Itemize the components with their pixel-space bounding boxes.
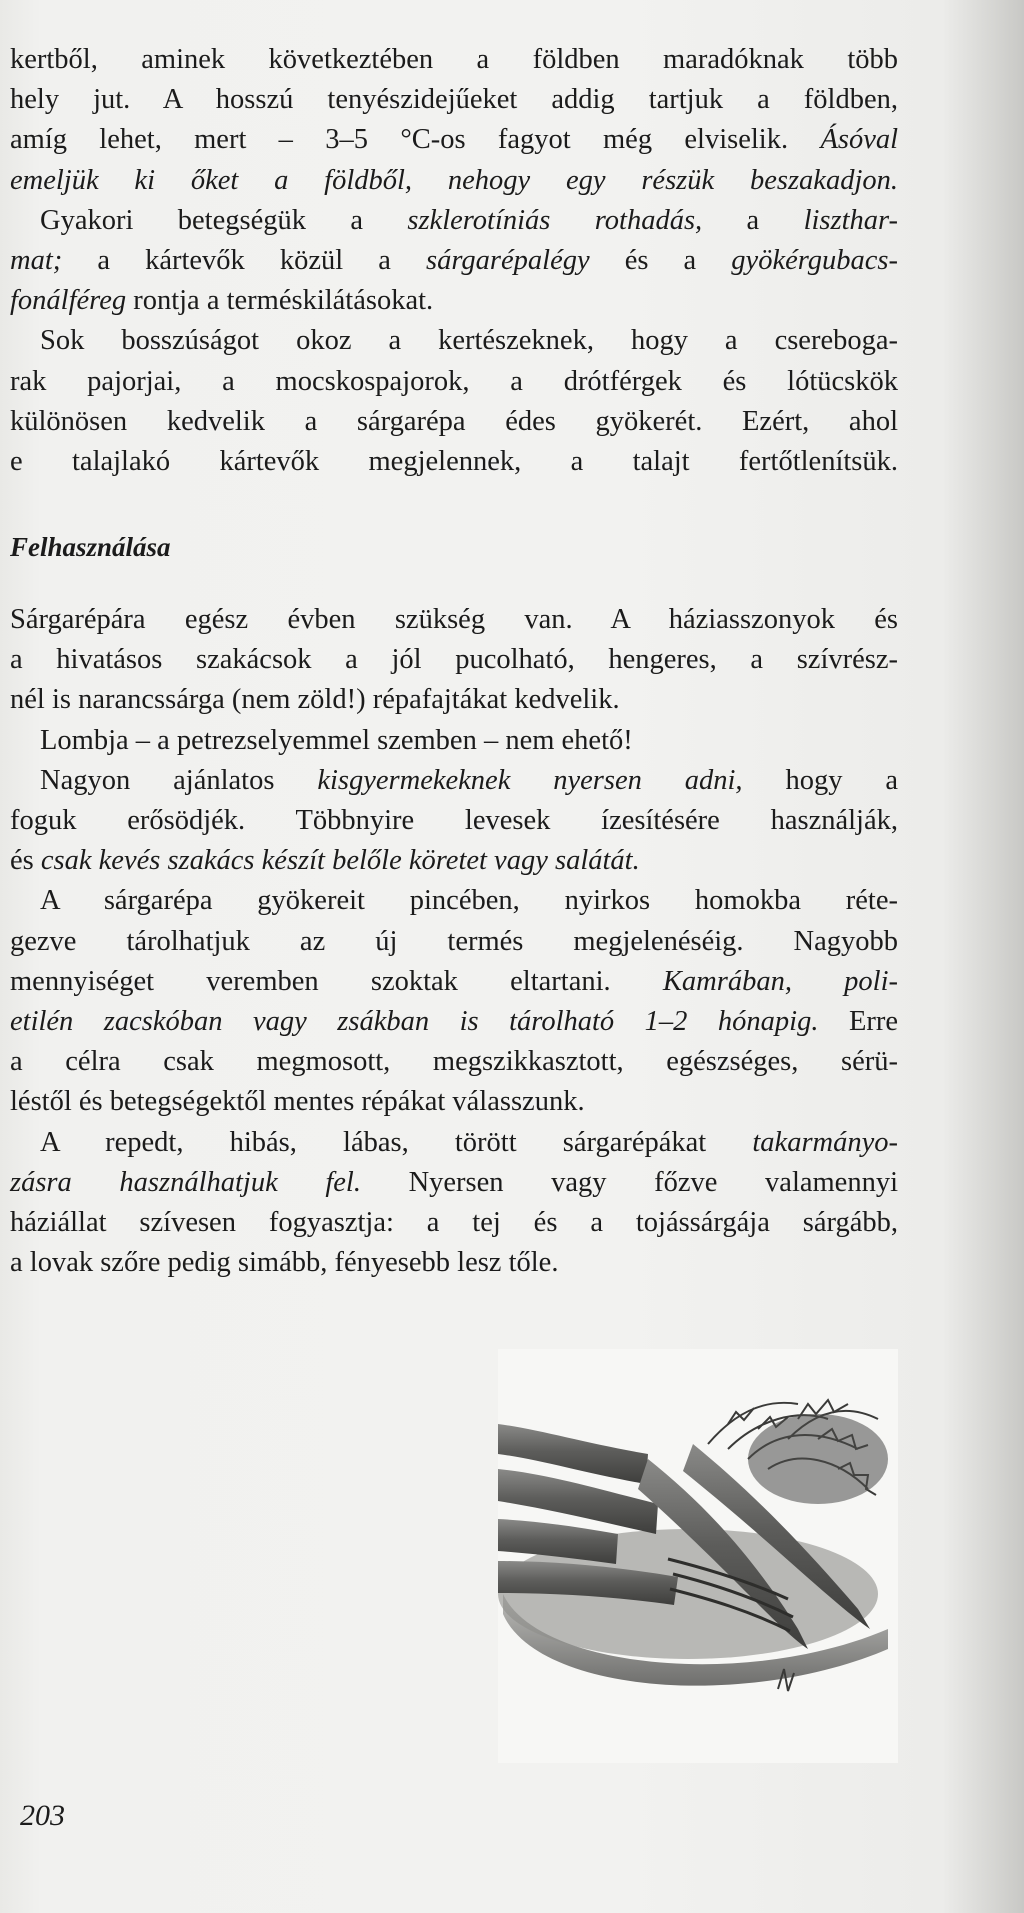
text-line: foguk erősödjék. Többnyire levesek ízesítésére használják,	[10, 805, 898, 837]
text-line: Sok bosszúságot okoz a kertészeknek, hogy a cserebogа-	[40, 325, 898, 357]
text-line: gezve tárolhatjuk az új termés megjelenéséig. Nagyobb	[10, 925, 898, 957]
italic-span: takarmányo-	[752, 1126, 899, 1158]
text-span: és a	[589, 245, 697, 277]
text-line	[10, 120, 898, 160]
usage-paragraph-4	[10, 881, 898, 1122]
text-span: amíg lehet, mert – 3–5 °C-os fagyot még elviselik.	[10, 124, 789, 156]
text-line: A sárgarépa gyökereit pincében, nyirkos homokba réte-	[40, 885, 898, 917]
text-span: A repedt, hibás, lábas, törött sárgarépákat	[40, 1126, 707, 1158]
usage-text-block	[10, 600, 898, 1283]
text-line	[10, 281, 898, 321]
text-line: a célra csak megmosott, megszikkasztott, egészséges, sérü-	[10, 1046, 898, 1078]
italic-span: kisgyermekeknek nyersen adni,	[317, 764, 743, 796]
italic-span: csak kevés szakács készít belőle köretet vagy salátát.	[40, 845, 640, 877]
italic-span: Kamrában, poli-	[662, 965, 899, 997]
text-line: háziállat szívesen fogyasztja: a tej és a tojássárgája sárgább,	[10, 1207, 898, 1239]
text-line	[10, 1123, 898, 1163]
text-line: Sárgarépára egész évben szükség van. A háziasszonyok és	[10, 604, 898, 635]
text-line: a hivatásos szakácsok a jól pucolható, hengeres, a szívrész-	[10, 644, 898, 676]
italic-line: emeljük ki őket a földből, nehogy egy részük beszakadjon.	[10, 164, 898, 196]
text-line: különösen kedvelik a sárgarépa édes gyökerét. Ezért, ahol	[10, 405, 898, 437]
text-span: a kártevők közül a	[62, 245, 391, 277]
text-line: Lombja – a petrezselyemmel szemben – nem ehető!	[40, 724, 633, 756]
text-line	[10, 761, 898, 801]
page-number: 203	[20, 1799, 65, 1832]
text-line	[10, 962, 898, 1002]
text-line	[10, 201, 898, 241]
disease-paragraph	[10, 201, 898, 322]
text-line: kertből, aminek következtében a földben maradóknak több	[10, 44, 898, 75]
disease-name: szklerotíniás rothadás,	[407, 204, 703, 236]
text-span: Nyersen vagy főzve valamennyi	[360, 1166, 898, 1198]
text-span: és	[10, 845, 34, 877]
carrot-illustration	[498, 1349, 898, 1763]
text-span: rontja a terméskilátásokat.	[126, 285, 434, 317]
text-span: mennyiséget veremben szoktak eltartani.	[10, 965, 611, 997]
text-span: Nagyon ajánlatos	[40, 764, 275, 796]
pest-paragraph	[10, 321, 898, 482]
text-span: Gyakori betegségük a	[40, 204, 363, 236]
text-line	[10, 241, 898, 281]
usage-paragraph-3	[10, 761, 898, 882]
section-heading: Felhasználása	[10, 532, 171, 562]
pest-name: fonálféreg	[10, 285, 127, 317]
text-line	[10, 1163, 898, 1203]
text-line	[10, 1002, 898, 1042]
pest-name: gyökérgubacs-	[731, 245, 899, 277]
text-line: rak pajorjai, a mocskospajorok, a drótférgek és lótücskök	[10, 365, 898, 397]
italic-span: zásra használhatjuk fel.	[10, 1166, 361, 1198]
text-span: Erre	[818, 1006, 898, 1038]
italic-span: etilén zacskóban vagy zsákban is tárolható 1–2 hónapig.	[10, 1006, 819, 1038]
text-line: e talajlakó kártevők megjelennek, a talajt fertőtlenítsük.	[10, 446, 898, 478]
disease-name: liszthar-	[803, 204, 899, 236]
text-line: nél is narancssárga (nem zöld!) répafajtákat kedvelik.	[10, 684, 620, 716]
text-line	[10, 841, 898, 881]
intro-paragraph	[10, 40, 898, 201]
text-line: hely jut. A hosszú tenyészidejűeket addig tartjuk a földben,	[10, 84, 898, 116]
carrot-photo	[498, 1349, 898, 1763]
pest-name: sárgarépalégy	[426, 245, 590, 277]
usage-paragraph-2	[10, 721, 898, 761]
text-line: léstől és betegségektől mentes répákat válasszunk.	[10, 1086, 585, 1118]
italic-span: Ásóval	[820, 124, 899, 156]
top-text-block	[10, 40, 898, 482]
disease-name: mat;	[10, 245, 63, 277]
foliage-mass	[748, 1414, 888, 1504]
usage-paragraph-5	[10, 1123, 898, 1284]
text-span: hogy a	[742, 764, 898, 796]
text-line: a lovak szőre pedig simább, fényesebb lesz tőle.	[10, 1247, 559, 1279]
usage-paragraph-1	[10, 600, 898, 721]
text-span: a	[702, 204, 760, 236]
